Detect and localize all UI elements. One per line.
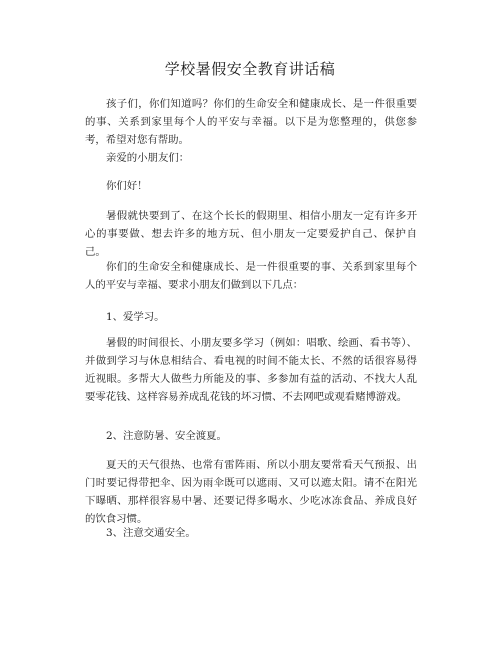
- summer-paragraph: 暑假就快要到了、在这个长长的假期里、相信小朋友一定有许多开心的事要做、想去许多的地方玩、但小朋友一定要爱护自己、保护自己。: [85, 210, 417, 258]
- heading-traffic-safety: 3、注意交通安全。: [106, 527, 196, 539]
- requirements-paragraph: 你们的生命安全和健康成长、是一件很重要的事、关系到家里每个人的平安与幸福、要求小朋友们做到以下几点：: [85, 261, 417, 291]
- heading-study: 1、爱学习。: [106, 311, 165, 323]
- heat-paragraph: 夏天的天气很热、也常有雷阵雨、所以小朋友要常看天气预报、出门时要记得带把伞、因为雨伞既可以遮雨、又可以遮太阳。请不在阳光下曝晒、那样很容易中暑、还要记得多喝水、少吃冰冻食品、养成良好的饮食习惯。: [85, 459, 417, 525]
- greeting-hello: 你们好！: [106, 180, 148, 192]
- heading-heat-safety: 2、注意防暑、安全渡夏。: [106, 430, 227, 442]
- greeting-salutation: 亲爱的小朋友们：: [106, 152, 190, 164]
- study-paragraph: 暑假的时间很长、小朋友要多学习（例如：唱歌、绘画、看书等）、并做到学习与休息相结合、看电视的时间不能太长、不然的话很容易得近视眼。多帮大人做些力所能及的事、多参加有益的活动、不找大人乱要零花钱、这样容易养成乱花钱的坏习惯、不去网吧或观看赌博游戏。: [85, 337, 417, 403]
- intro-paragraph: 孩子们，你们知道吗？你们的生命安全和健康成长、是一件很重要的事、关系到家里每个人的平安与幸福。以下是为您整理的，供您参考，希望对您有帮助。: [85, 98, 417, 146]
- document-title: 学校暑假安全教育讲话稿: [164, 60, 336, 78]
